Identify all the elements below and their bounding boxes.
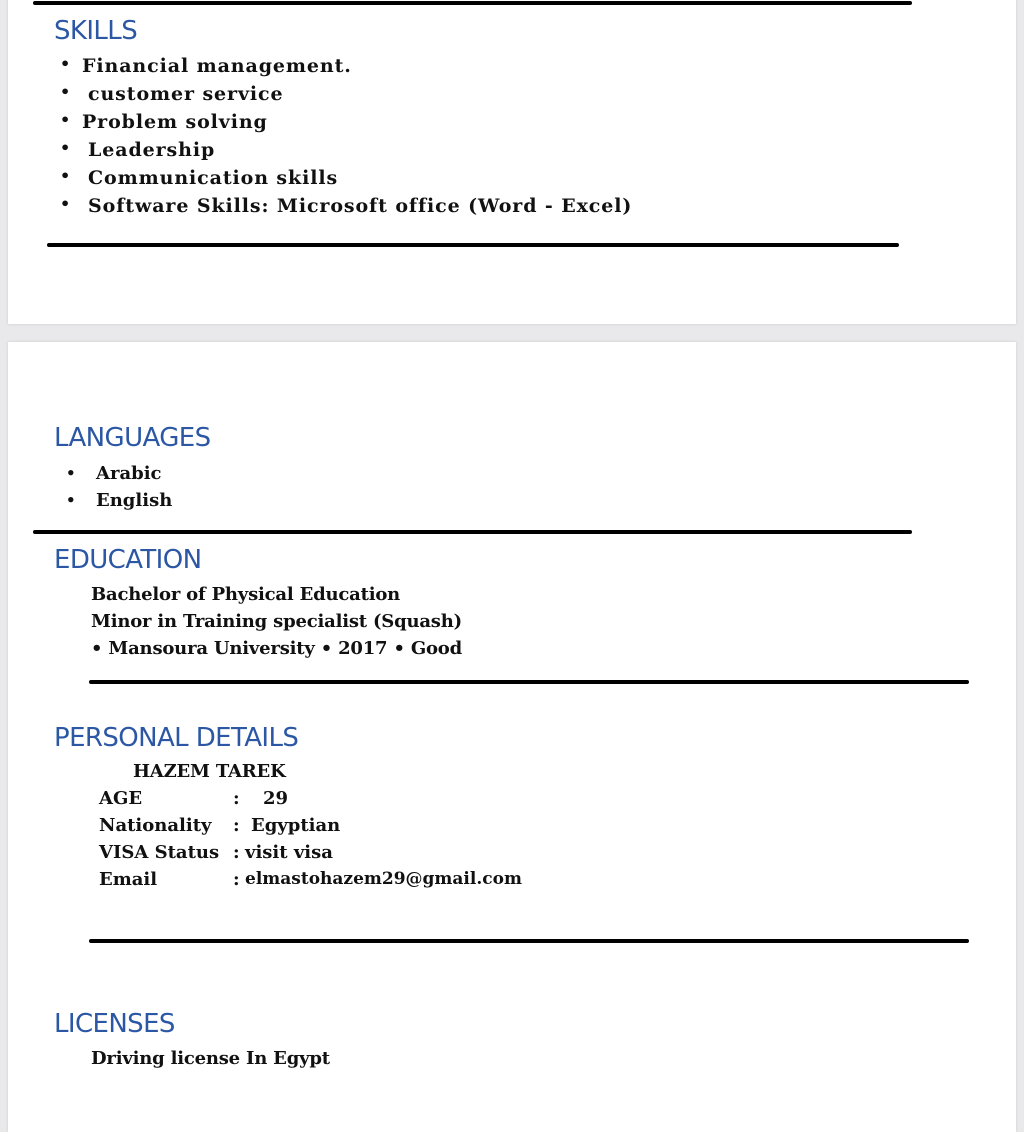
skill-item: • Leadership: [60, 138, 216, 161]
skill-item: • Financial management.: [60, 54, 352, 77]
skill-item: • Communication skills: [60, 166, 339, 189]
education-divider: [89, 680, 969, 684]
field-value: visit visa: [245, 842, 333, 863]
resume-page-2: [8, 342, 1016, 1132]
skills-divider: [47, 243, 899, 247]
field-separator: :: [233, 788, 240, 809]
field-label: AGE: [99, 788, 143, 809]
top-divider: [33, 1, 912, 5]
personal-details-divider: [89, 939, 969, 943]
field-separator: :: [233, 815, 240, 836]
field-separator: :: [233, 842, 240, 863]
skill-item: • customer service: [60, 82, 284, 105]
language-item: • English: [66, 490, 173, 511]
field-label: VISA Status: [99, 842, 220, 863]
skill-item: • Problem solving: [60, 110, 268, 133]
field-separator: :: [233, 869, 240, 890]
field-value: Egyptian: [251, 815, 341, 836]
education-details: • Mansoura University • 2017 • Good: [91, 638, 462, 659]
languages-divider: [33, 530, 912, 534]
skill-item: • Software Skills: Microsoft office (Word - Excel): [60, 194, 633, 217]
education-minor: Minor in Training specialist (Squash): [91, 611, 462, 632]
personal-details-heading: PERSONAL DETAILS: [54, 723, 299, 753]
person-name: HAZEM TAREK: [133, 761, 286, 782]
field-label: Email: [99, 869, 158, 890]
education-heading: EDUCATION: [54, 545, 202, 575]
skills-list: [60, 52, 632, 220]
skills-heading: SKILLS: [54, 16, 138, 46]
language-item: • Arabic: [66, 463, 162, 484]
licenses-heading: LICENSES: [54, 1009, 175, 1039]
field-value: 29: [263, 788, 289, 809]
languages-heading: LANGUAGES: [54, 423, 211, 453]
license-item: Driving license In Egypt: [91, 1048, 330, 1069]
languages-list: [66, 460, 172, 514]
field-label: Nationality: [99, 815, 212, 836]
education-degree: Bachelor of Physical Education: [91, 584, 401, 605]
resume-page-1: [8, 0, 1016, 324]
field-value: elmastohazem29@gmail.com: [245, 869, 522, 889]
